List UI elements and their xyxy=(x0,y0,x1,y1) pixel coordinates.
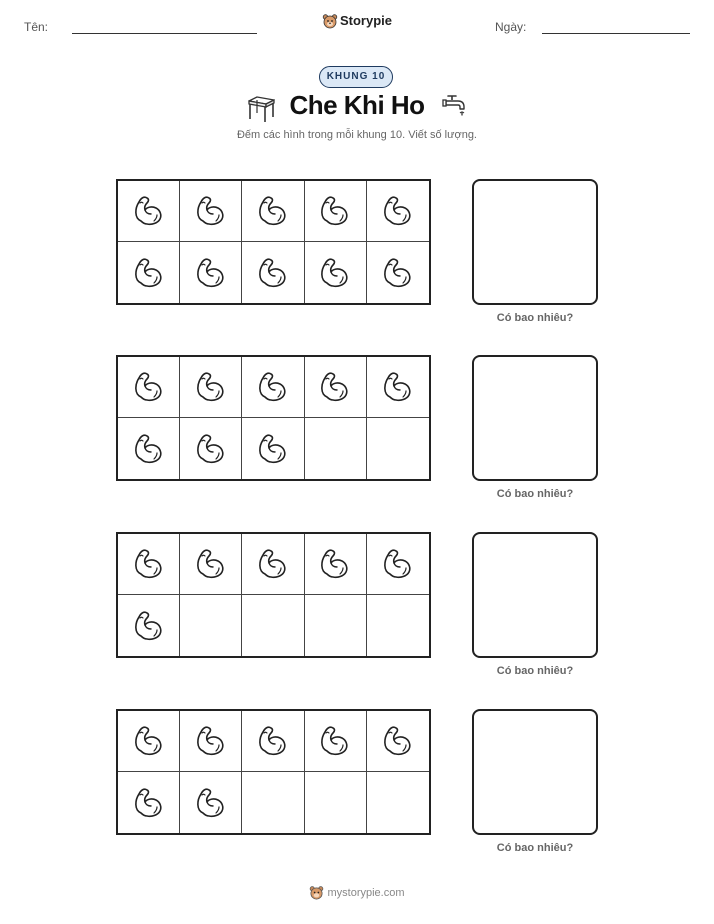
ten-frame-cell xyxy=(305,534,367,595)
ten-frame-cell xyxy=(305,418,367,479)
flexed-biceps-icon xyxy=(315,544,355,584)
name-line[interactable] xyxy=(72,33,257,34)
ten-frame-cell xyxy=(180,242,242,303)
ten-frame-cell xyxy=(180,534,242,595)
ten-frame-cell xyxy=(118,772,180,833)
ten-frame-cell xyxy=(118,242,180,303)
answer-box[interactable] xyxy=(472,532,598,658)
flexed-biceps-icon xyxy=(253,429,293,469)
count-question: Có bao nhiêu? xyxy=(496,665,574,677)
ten-frame-cell xyxy=(305,772,367,833)
flexed-biceps-icon xyxy=(191,367,231,407)
flexed-biceps-icon xyxy=(191,783,231,823)
ten-frame-cell xyxy=(118,711,180,772)
flexed-biceps-icon xyxy=(315,191,355,231)
instructions: Đếm các hình trong mỗi khung 10. Viết số lượng. xyxy=(236,129,477,141)
ten-frame-cell xyxy=(367,595,429,656)
flexed-biceps-icon xyxy=(191,253,231,293)
bear-icon xyxy=(322,13,338,29)
flexed-biceps-icon xyxy=(191,721,231,761)
date-line[interactable] xyxy=(542,33,690,34)
flexed-biceps-icon xyxy=(191,191,231,231)
flexed-biceps-icon xyxy=(129,544,169,584)
brand-logo xyxy=(0,13,714,29)
ten-frame-cell xyxy=(180,711,242,772)
ten-frame-cell xyxy=(180,772,242,833)
flexed-biceps-icon xyxy=(191,429,231,469)
ten-frame-cell xyxy=(180,595,242,656)
ten-frame-cell xyxy=(367,418,429,479)
flexed-biceps-icon xyxy=(315,367,355,407)
flexed-biceps-icon xyxy=(129,253,169,293)
ten-frame xyxy=(116,709,431,835)
bear-icon xyxy=(309,885,324,900)
ten-frame-cell xyxy=(305,711,367,772)
ten-frame-cell xyxy=(305,242,367,303)
ten-frame-cell xyxy=(305,595,367,656)
ten-frame xyxy=(116,179,431,305)
ten-frame-cell xyxy=(367,242,429,303)
flexed-biceps-icon xyxy=(191,544,231,584)
flexed-biceps-icon xyxy=(253,721,293,761)
footer xyxy=(0,885,714,900)
ten-frame-cell xyxy=(180,357,242,418)
answer-box[interactable] xyxy=(472,179,598,305)
flexed-biceps-icon xyxy=(315,721,355,761)
ten-frame-cell xyxy=(305,181,367,242)
flexed-biceps-icon xyxy=(129,191,169,231)
ten-frame-cell xyxy=(118,418,180,479)
flexed-biceps-icon xyxy=(129,783,169,823)
flexed-biceps-icon xyxy=(378,367,418,407)
ten-frame-cell xyxy=(367,711,429,772)
ten-frame-cell xyxy=(118,534,180,595)
ten-frame-cell xyxy=(180,181,242,242)
ten-frame-cell xyxy=(367,772,429,833)
flexed-biceps-icon xyxy=(253,253,293,293)
ten-frame-cell xyxy=(367,357,429,418)
ten-frame-cell xyxy=(242,418,304,479)
ten-frame xyxy=(116,355,431,481)
ten-frame-cell xyxy=(367,181,429,242)
ten-frame-cell xyxy=(242,772,304,833)
worksheet-badge: KHUNG 10 xyxy=(319,66,393,88)
name-label: Tên: xyxy=(24,20,49,34)
flexed-biceps-icon xyxy=(129,606,169,646)
page-title: Che Khi Ho xyxy=(289,90,425,120)
flexed-biceps-icon xyxy=(129,429,169,469)
flexed-biceps-icon xyxy=(315,253,355,293)
ten-frame-cell xyxy=(242,181,304,242)
flexed-biceps-icon xyxy=(253,544,293,584)
count-question: Có bao nhiêu? xyxy=(496,312,574,324)
ten-frame-cell xyxy=(118,357,180,418)
ten-frame-cell xyxy=(242,711,304,772)
ten-frame-cell xyxy=(242,534,304,595)
flexed-biceps-icon xyxy=(253,191,293,231)
ten-frame-cell xyxy=(242,242,304,303)
date-label: Ngày: xyxy=(495,20,527,34)
footer-url: mystorypie.com xyxy=(327,887,405,899)
flexed-biceps-icon xyxy=(378,721,418,761)
ten-frame xyxy=(116,532,431,658)
flexed-biceps-icon xyxy=(378,191,418,231)
flexed-biceps-icon xyxy=(129,367,169,407)
ten-frame-cell xyxy=(242,595,304,656)
ten-frame-cell xyxy=(242,357,304,418)
ten-frame-cell xyxy=(180,418,242,479)
faucet-icon xyxy=(440,92,468,120)
flexed-biceps-icon xyxy=(378,544,418,584)
ten-frame-cell xyxy=(305,357,367,418)
count-question: Có bao nhiêu? xyxy=(496,842,574,854)
flexed-biceps-icon xyxy=(378,253,418,293)
count-question: Có bao nhiêu? xyxy=(496,488,574,500)
flexed-biceps-icon xyxy=(129,721,169,761)
ten-frame-cell xyxy=(118,595,180,656)
brand-name: Storypie xyxy=(339,13,392,28)
answer-box[interactable] xyxy=(472,355,598,481)
flexed-biceps-icon xyxy=(253,367,293,407)
ten-frame-cell xyxy=(367,534,429,595)
ten-frame-cell xyxy=(118,181,180,242)
answer-box[interactable] xyxy=(472,709,598,835)
